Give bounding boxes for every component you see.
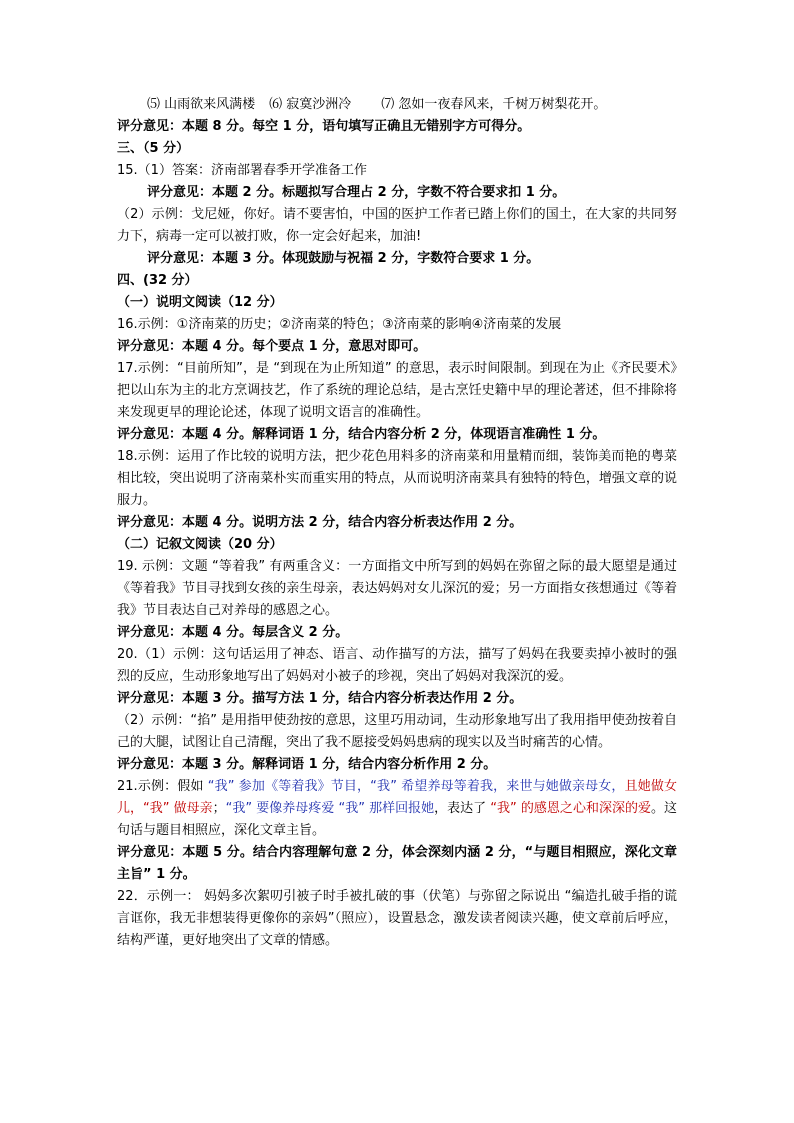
q21-blue-phrase-1: “我” 参加《等着我》节目，“我” 希望养母等着我，来世与她做亲母女， bbox=[207, 779, 625, 794]
section-4-heading: 四、(32 分） bbox=[117, 273, 198, 288]
q15-1-answer: 15.（1）答案：济南部署春季开学准备工作 bbox=[117, 163, 367, 178]
q19-scoring-note: 评分意见：本题 4 分。每层含义 2 分。 bbox=[117, 625, 349, 640]
poem-answer-7: ⑺ 忽如一夜春风来，千树万树梨花开。 bbox=[381, 97, 607, 112]
q15-2-answer: （2）示例：戈尼娅，你好。请不要害怕，中国的医护工作者已踏上你们的国土，在大家的共同努力下，病毒一定可以被打败，你一定会好起来，加油! bbox=[117, 207, 677, 244]
poem-answer-5: ⑸ 山雨欲来风满楼 bbox=[147, 97, 256, 112]
q20-1-scoring-note: 评分意见：本题 3 分。描写方法 1 分，结合内容分析表达作用 2 分。 bbox=[117, 691, 523, 706]
q17-answer: 17.示例：“目前所知”，是 “到现在为止所知道” 的意思，表示时间限制。到现在为止《齐民要术》把以山东为主的北方烹调技艺，作了系统的理论总结，是古烹饪史籍中早的理论著述，但不排除将来发现更早的理论论述，体现了说明文语言的准确性。 bbox=[117, 361, 677, 420]
q21-tail: 。这句话与题目相照应，深化文章主旨。 bbox=[117, 801, 677, 838]
q18-answer: 18.示例：运用了作比较的说明方法，把少花色用料多的济南菜和用量精而细，装饰美而艳的粤菜相比较，突出说明了济南菜朴实而重实用的特点，从而说明济南菜具有独特的特色，增强文章的说服力。 bbox=[117, 449, 677, 508]
q18-scoring-note: 评分意见：本题 4 分。说明方法 2 分，结合内容分析表达作用 2 分。 bbox=[117, 515, 523, 530]
answer-key-page bbox=[117, 94, 677, 952]
q15-2-scoring-note: 评分意见：本题 3 分。体现鼓励与祝福 2 分，字数符合要求 1 分。 bbox=[147, 251, 540, 266]
q21-scoring-note: 评分意见：本题 5 分。结合内容理解句意 2 分，体会深刻内涵 2 分，“与题目相照应，深化文章主旨” 1 分。 bbox=[117, 845, 677, 882]
q16-scoring-note: 评分意见：本题 4 分。每个要点 1 分，意思对即可。 bbox=[117, 339, 427, 354]
q21-connector: ，表达了 bbox=[434, 801, 491, 816]
poem-answer-6: ⑹ 寂寞沙洲冷 bbox=[269, 97, 352, 112]
q17-scoring-note: 评分意见：本题 4 分。解释词语 1 分，结合内容分析 2 分，体现语言准确性 1 分。 bbox=[117, 427, 606, 442]
q21-red-phrase-1: 且她做女儿，“我” 做母亲 bbox=[117, 779, 677, 816]
poem-scoring-note: 评分意见：本题 8 分。每空 1 分，语句填写正确且无错别字方可得分。 bbox=[117, 119, 531, 134]
poem-answers-line bbox=[117, 94, 677, 116]
q20-1-answer: 20.（1）示例：这句话运用了神态、语言、动作描写的方法，描写了妈妈在我要卖掉小被时的强烈的反应，生动形象地写出了妈妈对小被子的珍视，突出了妈妈对我深沉的爱。 bbox=[117, 647, 677, 684]
q21-lead: 21.示例：假如 bbox=[117, 779, 208, 794]
q20-2-answer: （2）示例：“掐” 是用指甲使劲按的意思，这里巧用动词，生动形象地写出了我用指甲使劲按着自己的大腿，试图让自己清醒，突出了我不愿接受妈妈患病的现实以及当时痛苦的心情。 bbox=[117, 713, 677, 750]
section-3-heading: 三、（5 分） bbox=[117, 141, 190, 156]
part-1-heading: （一）说明文阅读（12 分） bbox=[117, 295, 283, 310]
q21-separator: ； bbox=[212, 801, 226, 816]
q21-answer bbox=[117, 776, 677, 842]
q19-answer: 19. 示例：文题 “等着我” 有两重含义：一方面指文中所写到的妈妈在弥留之际的最大愿望是通过《等着我》节目寻找到女孩的亲生母亲，表达妈妈对女儿深沉的爱；另一方面指女孩想通过《等着我》节目表达自己对养母的感恩之心。 bbox=[117, 559, 677, 618]
q22-answer: 22．示例一： 妈妈多次絮叨引被子时手被扎破的事（伏笔）与弥留之际说出 “编造扎破手指的谎言诓你，我无非想装得更像你的亲妈”（照应），设置悬念，激发读者阅读兴趣，使文章前后呼应，结构严谨，更好地突出了文章的情感。 bbox=[117, 889, 677, 948]
q20-2-scoring-note: 评分意见：本题 3 分。解释词语 1 分，结合内容分析作用 2 分。 bbox=[117, 757, 497, 772]
q15-1-scoring-note: 评分意见：本题 2 分。标题拟写合理占 2 分，字数不符合要求扣 1 分。 bbox=[147, 185, 566, 200]
q16-answer: 16.示例：①济南菜的历史；②济南菜的特色；③济南菜的影响④济南菜的发展 bbox=[117, 317, 562, 332]
q21-red-phrase-2: “我” 的感恩之心和深深的爱 bbox=[490, 801, 651, 816]
q21-blue-phrase-2: “我” 要像养母疼爱 “我” 那样回报她 bbox=[225, 801, 435, 816]
part-2-heading: （二）记叙文阅读（20 分） bbox=[117, 537, 283, 552]
